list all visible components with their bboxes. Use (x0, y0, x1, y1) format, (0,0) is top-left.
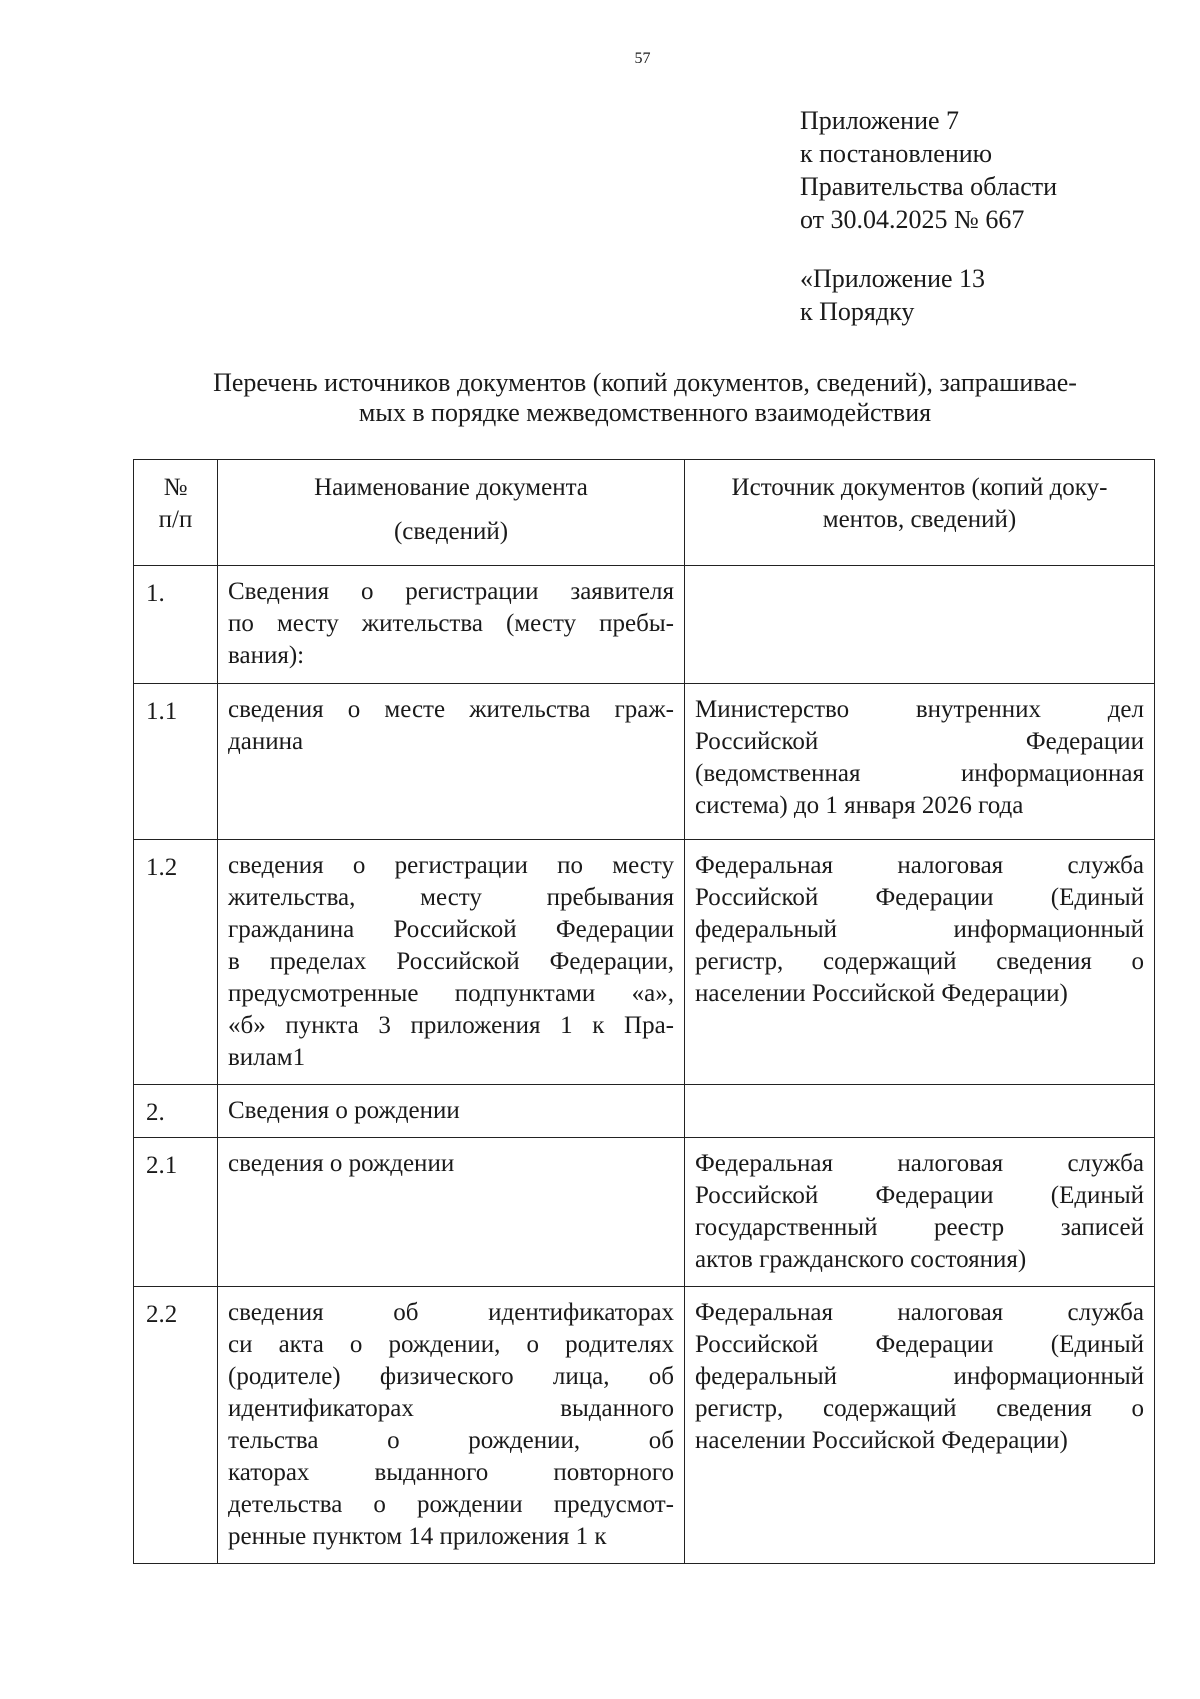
cell-line: сведения о рождении (228, 1150, 455, 1177)
table-row (134, 1287, 1155, 1564)
table-row (134, 1085, 1155, 1138)
header-text: № (163, 474, 188, 501)
header-text: Наименование документа (314, 474, 588, 501)
cell-line: си акта о рождении, о родителях (228, 1331, 674, 1358)
header-num (134, 460, 218, 566)
header-text: (сведений) (393, 518, 509, 545)
document-name-cell (218, 1138, 685, 1287)
cell-line: Федеральная налоговая служба (695, 1150, 1144, 1177)
document-name-cell (218, 1287, 685, 1564)
document-name-cell (218, 840, 685, 1085)
cell-line: Министерство внутренних дел (695, 696, 1144, 723)
sources-table (133, 459, 1155, 1564)
appendix-line: от 30.04.2025 № 667 (800, 205, 1025, 234)
document-name-cell (218, 566, 685, 684)
cell-line: государственный реестр записей (695, 1214, 1144, 1241)
cell-line: Сведения о регистрации заявителя (228, 578, 674, 605)
header-name (218, 460, 685, 566)
document-source-cell (685, 1138, 1155, 1287)
cell-line: жительства, месту пребывания (228, 884, 674, 911)
appendix-line: к постановлению (800, 139, 993, 168)
cell-line: актов гражданского состояния) (695, 1246, 1027, 1273)
header-text: Источник документов (копий доку- (731, 474, 1108, 501)
cell-line: Сведения о рождении (228, 1097, 460, 1124)
document-title (130, 368, 1160, 428)
cell-line: Федеральная налоговая служба (695, 852, 1144, 879)
title-line: мых в порядке межведомственного взаимодействия (358, 398, 932, 427)
cell-line: сведения об идентификаторах (228, 1299, 674, 1326)
cell-line: населении Российской Федерации) (695, 980, 1068, 1007)
table-row (134, 684, 1155, 840)
row-number: 1.1 (134, 684, 218, 840)
cell-line: сведения о месте жительства граж- (228, 696, 674, 723)
document-source-cell (685, 840, 1155, 1085)
table-row (134, 1138, 1155, 1287)
title-line: Перечень источников документов (копий документов, сведений), запрашивае- (213, 368, 1077, 397)
cell-line: вилам1 (228, 1044, 306, 1071)
page-number: 57 (634, 50, 651, 67)
cell-line: регистр, содержащий сведения о (695, 1395, 1144, 1422)
row-number: 1.2 (134, 840, 218, 1085)
appendix-block (800, 104, 1057, 328)
row-number: 2. (134, 1085, 218, 1138)
cell-line: населении Российской Федерации) (695, 1427, 1068, 1454)
appendix-line: «Приложение 13 (800, 264, 986, 293)
table-header-row (134, 460, 1155, 566)
cell-line: Российской Федерации (Единый (695, 1331, 1144, 1358)
appendix-line: к Порядку (800, 297, 915, 326)
header-source (685, 460, 1155, 566)
cell-line: детельства о рождении предусмот- (228, 1491, 674, 1518)
cell-line: сведения о регистрации по месту (228, 852, 674, 879)
cell-line: в пределах Российской Федерации, (228, 948, 674, 975)
cell-line: каторах выданного повторного (228, 1459, 674, 1486)
document-source-cell (685, 684, 1155, 840)
cell-line: предусмотренные подпунктами «а», (228, 980, 674, 1007)
table-body (134, 566, 1155, 1564)
spacer (226, 504, 676, 516)
cell-line: ренные пунктом 14 приложения 1 к (228, 1523, 607, 1550)
cell-line: федеральный информационный (695, 1363, 1144, 1390)
cell-line: (ведомственная информационная (695, 760, 1144, 787)
header-text: п/п (158, 506, 193, 533)
appendix-line: Правительства области (800, 172, 1058, 201)
cell-line: данина (228, 728, 304, 755)
row-number: 2.2 (134, 1287, 218, 1564)
cell-line: идентификаторах выданного (228, 1395, 674, 1422)
cell-line: федеральный информационный (695, 916, 1144, 943)
cell-line: Российской Федерации (695, 728, 1144, 755)
document-source-cell (685, 566, 1155, 684)
document-source-cell (685, 1287, 1155, 1564)
cell-line: тельства о рождении, об (228, 1427, 674, 1454)
table-row (134, 566, 1155, 684)
cell-line: Федеральная налоговая служба (695, 1299, 1144, 1326)
row-number: 1. (134, 566, 218, 684)
cell-line: Российской Федерации (Единый (695, 1182, 1144, 1209)
table-row (134, 840, 1155, 1085)
cell-line: «б» пункта 3 приложения 1 к Пра- (228, 1012, 674, 1039)
cell-line: по месту жительства (месту пребы- (228, 610, 674, 637)
document-name-cell (218, 684, 685, 840)
spacer (800, 236, 1057, 262)
document-source-cell (685, 1085, 1155, 1138)
appendix-line: Приложение 7 (800, 106, 960, 135)
cell-line: регистр, содержащий сведения о (695, 948, 1144, 975)
cell-line: система) до 1 января 2026 года (695, 792, 1024, 819)
cell-line: Российской Федерации (Единый (695, 884, 1144, 911)
cell-line: гражданина Российской Федерации (228, 916, 674, 943)
row-number: 2.1 (134, 1138, 218, 1287)
cell-line: (родителе) физического лица, об (228, 1363, 674, 1390)
document-name-cell (218, 1085, 685, 1138)
header-text: ментов, сведений) (822, 506, 1017, 533)
cell-line: вания): (228, 642, 305, 669)
